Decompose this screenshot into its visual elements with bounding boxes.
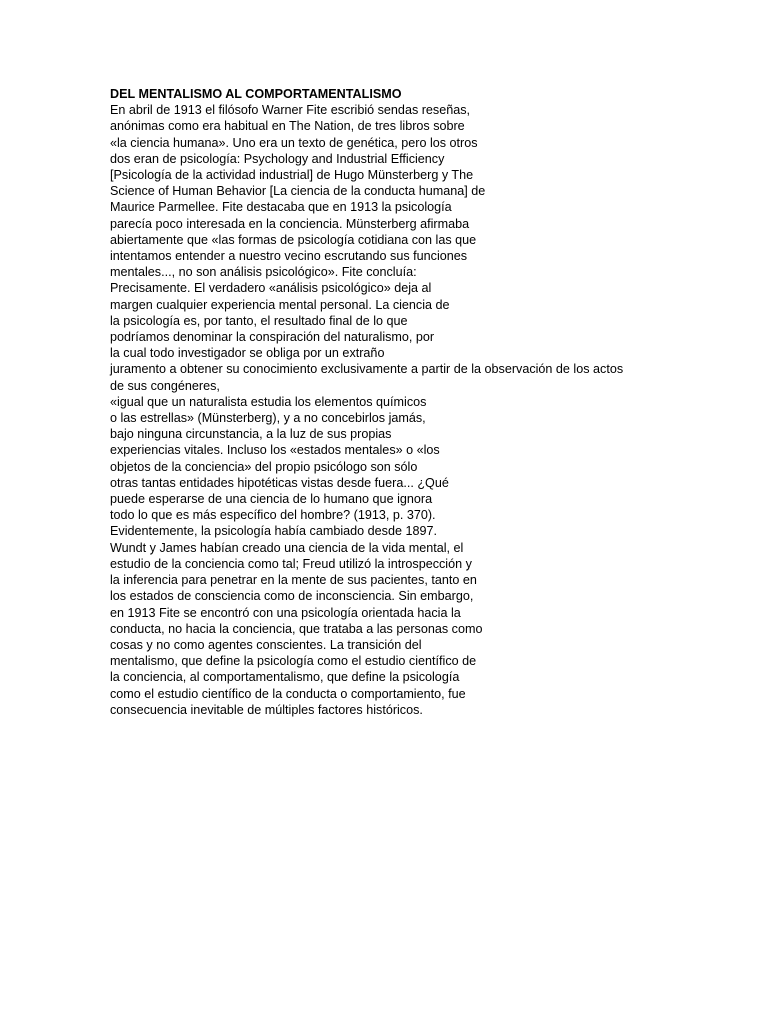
text-line: «la ciencia humana». Uno era un texto de genética, pero los otros [110, 135, 478, 150]
text-line: Maurice Parmellee. Fite destacaba que en 1913 la psicología [110, 200, 452, 215]
text-line: margen cualquier experiencia mental personal. La ciencia de [110, 297, 450, 312]
text-line: Wundt y James habían creado una ciencia de la vida mental, el [110, 540, 464, 555]
document-body [110, 86, 710, 718]
text-line: Precisamente. El verdadero «análisis psicológico» deja al [110, 281, 432, 296]
text-line: otras tantas entidades hipotéticas vistas desde fuera... ¿Qué [110, 475, 449, 490]
text-line: juramento a obtener su conocimiento exclusivamente a partir de la observación de los actos [110, 362, 624, 377]
text-line: o las estrellas» (Münsterberg), y a no concebirlos jamás, [110, 411, 426, 426]
text-line: podríamos denominar la conspiración del naturalismo, por [110, 330, 435, 345]
text-line: intentamos entender a nuestro vecino escrutando sus funciones [110, 249, 468, 264]
text-line: objetos de la conciencia» del propio psicólogo son sólo [110, 459, 418, 474]
text-line: Science of Human Behavior [La ciencia de la conducta humana] de [110, 184, 486, 199]
text-line: mentalismo, que define la psicología como el estudio científico de [110, 654, 477, 669]
text-line: «igual que un naturalista estudia los elementos químicos [110, 394, 427, 409]
text-line: la psicología es, por tanto, el resultado final de lo que [110, 313, 408, 328]
document-text [110, 102, 710, 718]
text-line: experiencias vitales. Incluso los «estados mentales» o «los [110, 443, 440, 458]
text-line: todo lo que es más específico del hombre? (1913, p. 370). [110, 508, 436, 523]
text-line: en 1913 Fite se encontró con una psicología orientada hacia la [110, 605, 461, 620]
text-line: bajo ninguna circunstancia, a la luz de sus propias [110, 427, 392, 442]
text-line: conducta, no hacia la conciencia, que trataba a las personas como [110, 621, 483, 636]
text-line: los estados de consciencia como de inconsciencia. Sin embargo, [110, 589, 474, 604]
text-line: puede esperarse de una ciencia de lo humano que ignora [110, 492, 433, 507]
text-line: En abril de 1913 el filósofo Warner Fite escribió sendas reseñas, [110, 103, 471, 118]
text-line: [Psicología de la actividad industrial] de Hugo Münsterberg y The [110, 168, 474, 183]
document-title: DEL MENTALISMO AL COMPORTAMENTALISMO [110, 87, 402, 101]
text-line: cosas y no como agentes conscientes. La transición del [110, 637, 422, 652]
text-line: mentales..., no son análisis psicológico». Fite concluía: [110, 265, 417, 280]
text-line: Evidentemente, la psicología había cambiado desde 1897. [110, 524, 437, 539]
text-line: la conciencia, al comportamentalismo, que define la psicología [110, 670, 460, 685]
text-line: dos eran de psicología: Psychology and Industrial Efficiency [110, 151, 445, 166]
text-line: la cual todo investigador se obliga por un extraño [110, 346, 385, 361]
text-line: de sus congéneres, [110, 378, 220, 393]
text-line: la inferencia para penetrar en la mente de sus pacientes, tanto en [110, 573, 477, 588]
text-line: estudio de la conciencia como tal; Freud utilizó la introspección y [110, 556, 472, 571]
text-line: como el estudio científico de la conducta o comportamiento, fue [110, 686, 466, 701]
text-line: anónimas como era habitual en The Nation, de tres libros sobre [110, 119, 465, 134]
text-line: parecía poco interesada en la conciencia. Münsterberg afirmaba [110, 216, 470, 231]
text-line: abiertamente que «las formas de psicología cotidiana con las que [110, 232, 477, 247]
text-line: consecuencia inevitable de múltiples factores históricos. [110, 702, 423, 717]
